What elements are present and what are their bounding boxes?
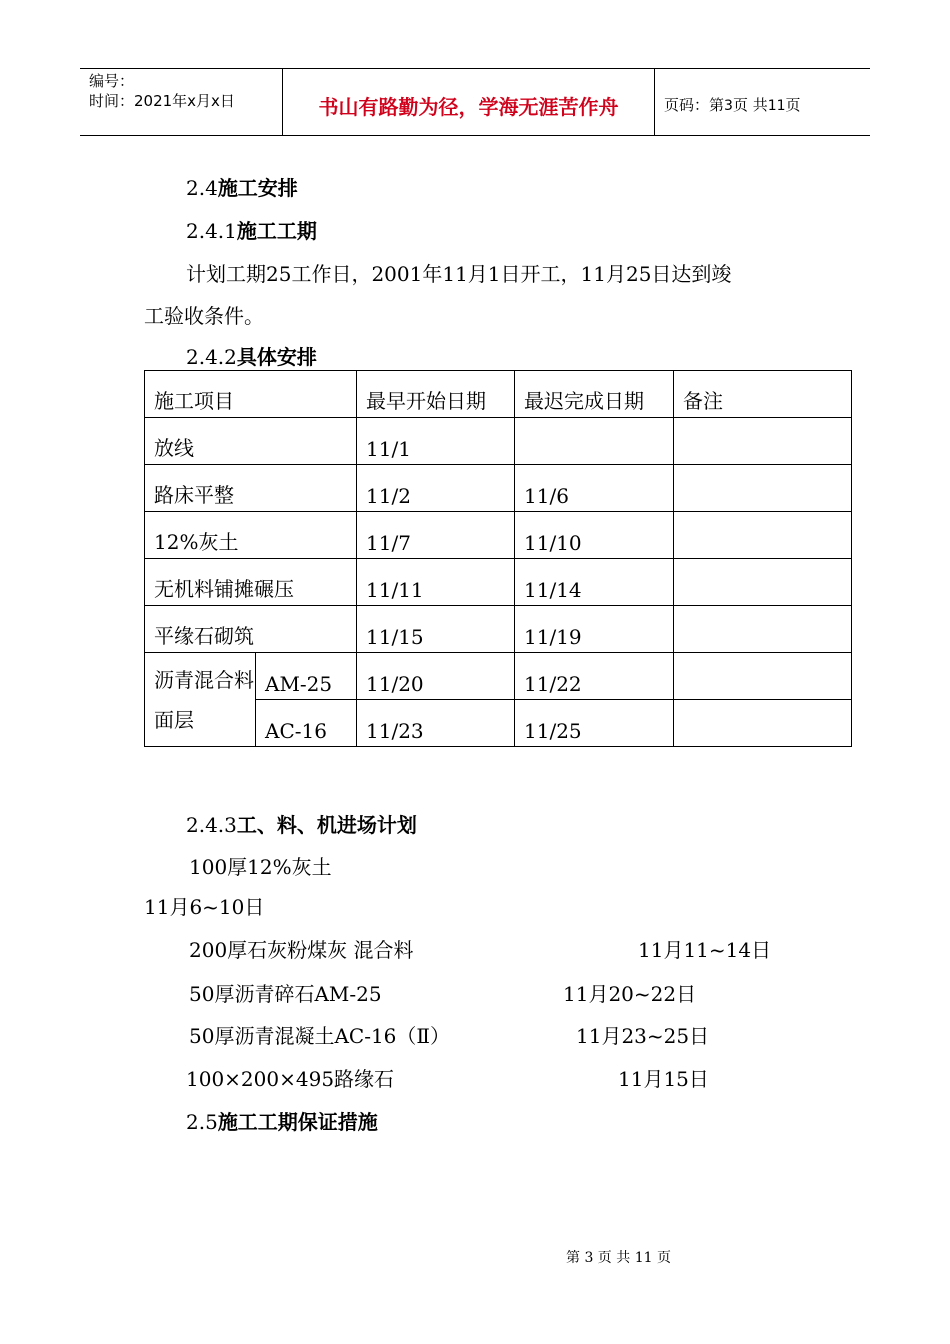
table-row (145, 653, 852, 700)
table-cell-subtype: AC-16 (256, 700, 357, 747)
header-page-info (664, 94, 801, 115)
plan-date: 11月11~14日 (638, 938, 772, 962)
table-cell-start: 11/23 (357, 700, 515, 747)
page-prefix: 页码：第 (664, 96, 725, 114)
table-cell-end: 11/25 (515, 700, 674, 747)
table-cell-item: 12%灰土 (145, 512, 357, 559)
table-cell-subtype: AM-25 (256, 653, 357, 700)
plan-material: 100×200×495路缘石 (186, 1067, 395, 1091)
section-heading-2-4-3 (186, 809, 417, 838)
schedule-table (144, 370, 852, 747)
table-cell-start: 11/15 (357, 606, 515, 653)
plan-material: 200厚石灰粉煤灰 混合料 (189, 938, 414, 962)
table-row (145, 418, 852, 465)
table-row (145, 512, 852, 559)
schedule-paragraph-line2: 工验收条件。 (144, 304, 264, 328)
plan-material: 50厚沥青碎石AM-25 (189, 982, 382, 1006)
page-header (80, 68, 870, 136)
section-number: 2.5 (186, 1110, 218, 1134)
section-number: 2.4 (186, 176, 218, 200)
plan-date: 11月15日 (618, 1067, 709, 1091)
plan-date: 11月23~25日 (576, 1024, 710, 1048)
table-row (145, 606, 852, 653)
table-cell-end: 11/19 (515, 606, 674, 653)
section-number: 2.4.1 (186, 219, 237, 243)
section-title: 工、料、机进场计划 (236, 813, 417, 837)
plan-date: 11月20~22日 (563, 982, 697, 1006)
section-heading-2-4-1 (186, 215, 317, 244)
section-title: 施工工期保证措施 (217, 1110, 378, 1134)
table-cell-note (674, 418, 852, 465)
header-meta (89, 71, 235, 111)
table-cell-note (674, 653, 852, 700)
table-cell-start: 11/1 (357, 418, 515, 465)
table-cell-item: 放线 (145, 418, 357, 465)
plan-material: 50厚沥青混凝土AC-16（Ⅱ） (189, 1024, 450, 1048)
table-row (145, 465, 852, 512)
table-header-row (145, 371, 852, 418)
table-cell-note (674, 512, 852, 559)
header-divider (654, 69, 655, 135)
section-heading-2-5 (186, 1106, 378, 1135)
table-cell-item: 平缘石砌筑 (145, 606, 357, 653)
table-cell-end: 11/10 (515, 512, 674, 559)
page-total: 11 (767, 98, 786, 114)
table-cell-note (674, 465, 852, 512)
table-cell-end (515, 418, 674, 465)
schedule-paragraph-line1: 计划工期25工作日，2001年11月1日开工，11月25日达到竣 (186, 262, 732, 286)
section-number: 2.4.2 (186, 345, 237, 369)
table-cell-note (674, 606, 852, 653)
column-header: 备注 (674, 371, 852, 418)
header-number-label: 编号： (89, 72, 135, 90)
table-cell-start: 11/2 (357, 465, 515, 512)
table-cell-group-label: 沥青混合料面层 (145, 653, 256, 747)
table-cell-item: 路床平整 (145, 465, 357, 512)
page-suffix: 页 (785, 96, 801, 114)
table-cell-note (674, 559, 852, 606)
table-row (145, 559, 852, 606)
section-title: 施工安排 (217, 176, 298, 200)
page-footer: 第 3 页 共 11 页 (566, 1250, 671, 1266)
page-current: 3 (724, 98, 733, 114)
table-cell-item: 无机料铺摊碾压 (145, 559, 357, 606)
section-heading-2-4-2 (186, 341, 317, 370)
section-title: 施工工期 (236, 219, 317, 243)
table-cell-start: 11/20 (357, 653, 515, 700)
table-cell-end: 11/6 (515, 465, 674, 512)
column-header: 施工项目 (145, 371, 357, 418)
plan-material: 100厚12%灰土 (189, 855, 332, 879)
table-cell-start: 11/11 (357, 559, 515, 606)
section-heading-2-4 (186, 172, 298, 201)
header-time-label: 时间：2021年x月x日 (89, 92, 235, 110)
column-header: 最早开始日期 (357, 371, 515, 418)
table-cell-note (674, 700, 852, 747)
table-cell-end: 11/22 (515, 653, 674, 700)
table-cell-end: 11/14 (515, 559, 674, 606)
page-mid: 页 共 (732, 96, 768, 114)
section-title: 具体安排 (236, 345, 317, 369)
column-header: 最迟完成日期 (515, 371, 674, 418)
section-number: 2.4.3 (186, 813, 237, 837)
plan-date: 11月6~10日 (144, 895, 265, 919)
table-cell-start: 11/7 (357, 512, 515, 559)
header-motto: 书山有路勤为径，学海无涯苦作舟 (318, 95, 619, 119)
